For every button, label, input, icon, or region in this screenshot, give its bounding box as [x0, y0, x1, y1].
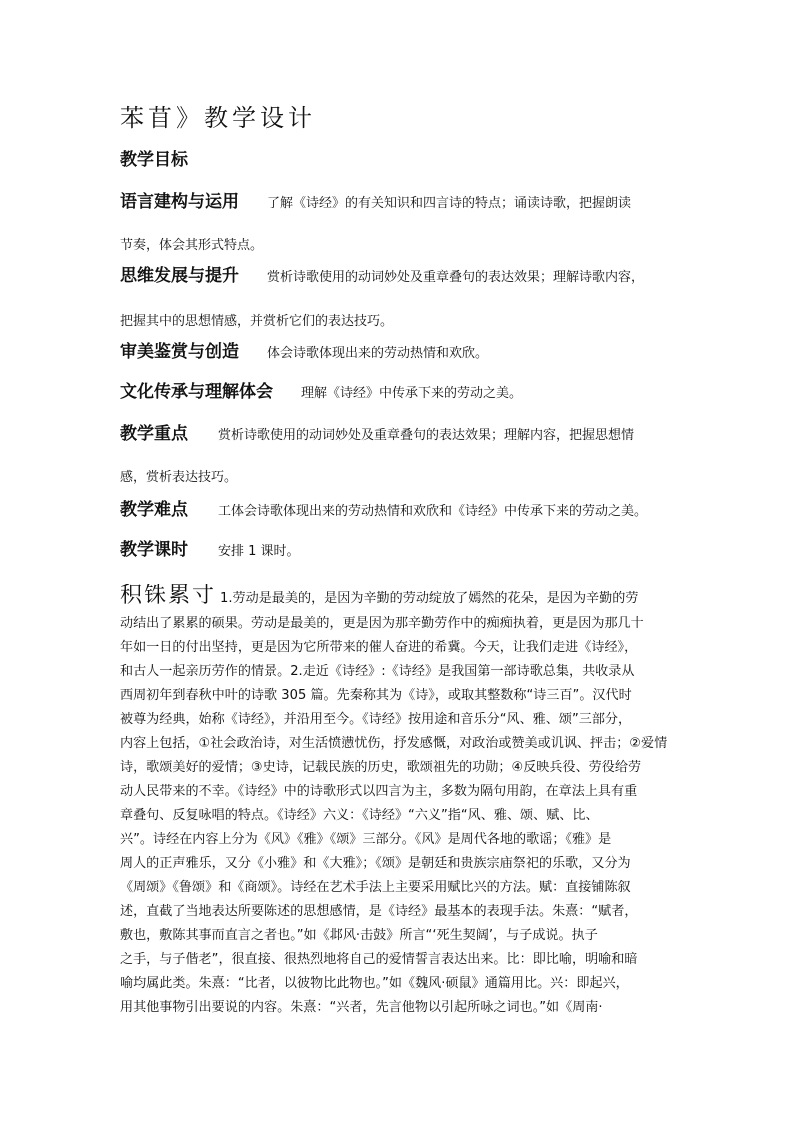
objective-text: 理解《诗经》中传承下来的劳动之美。 — [301, 386, 523, 401]
objective-language — [120, 192, 631, 214]
heading-objectives: 教学目标 — [120, 150, 188, 170]
accumulation-line: 章叠句、反复咏唱的特点。《诗经》六义：《诗经》“六义”指“风、雅、颂、赋、比、 — [120, 808, 599, 823]
accumulation-line: 之手，与子偕老”，很直接、很热烈地将自己的爱情誓言表达出来。比：即比喻，明喻和暗 — [120, 952, 638, 967]
accumulation-line: 内容上包括，①社会政治诗，对生活愤懑忧伤，抒发感慨，对政治或赞美或讥讽、抨击；②爱情 — [120, 736, 668, 751]
key-point-label: 教学重点 — [120, 424, 188, 444]
objective-text: 了解《诗经》的有关知识和四言诗的特点；诵读诗歌，把握朗读 — [267, 196, 632, 211]
accumulation-line: 《周颂》《鲁颂》和《商颂》。诗经在艺术手法上主要采用赋比兴的方法。赋：直接铺陈叙 — [120, 880, 631, 895]
accumulation-line: 动人民带来的不幸。《诗经》中的诗歌形式以四言为主，多数为隔句用韵，在章法上具有重 — [120, 784, 638, 799]
accumulation-line: 兴”。诗经在内容上分为《风》《雅》《颂》三部分。《风》是周代各地的歌谣；《雅》是 — [120, 832, 612, 847]
difficulty-label: 教学难点 — [120, 500, 188, 520]
class-hours — [120, 540, 300, 562]
accumulation-line: 述，直截了当地表达所要陈述的思想感情，是《诗经》最基本的表现手法。朱熹：“赋者， — [120, 904, 638, 919]
accumulation-line: 喻均属此类。朱熹：“比者，以彼物比此物也。”如《魏风·硕鼠》通篇用比。兴：即起兴， — [120, 976, 629, 991]
class-hours-label: 教学课时 — [120, 540, 188, 560]
objective-thinking-cont: 把握其中的思想情感，并赏析它们的表达技巧。 — [120, 314, 394, 329]
key-point-cont: 感，赏析表达技巧。 — [120, 470, 238, 485]
objective-thinking — [120, 266, 644, 288]
objective-language-cont: 节奏，体会其形式特点。 — [120, 238, 264, 253]
difficulty-text: 工体会诗歌体现出来的劳动热情和欢欣和《诗经》中传承下来的劳动之美。 — [218, 504, 648, 519]
page-title: 苯苜》教学设计 — [120, 104, 316, 132]
key-point — [120, 424, 634, 446]
objective-label: 语言建构与运用 — [120, 192, 239, 212]
objective-text: 体会诗歌体现出来的劳动热情和欢欣。 — [267, 346, 489, 361]
class-hours-text: 安排 1 课时。 — [218, 544, 300, 559]
key-point-text: 赏析诗歌使用的动词妙处及重章叠句的表达效果；理解内容，把握思想情 — [218, 428, 635, 443]
difficulty — [120, 500, 647, 522]
accumulation-line: 用其他事物引出要说的内容。朱熹：“兴者，先言他物以引起所咏之词也。”如《周南· — [120, 1000, 603, 1015]
accumulation-line — [120, 584, 676, 611]
accumulation-line: 动结出了累累的硕果。劳动是最美的，更是因为那辛勤劳作中的痴痴执着，更是因为那几十 — [120, 616, 644, 631]
objective-label: 文化传承与理解体会 — [120, 382, 273, 402]
accumulation-line: 年如一日的付出坚持，更是因为它所带来的催人奋进的希冀。今天，让我们走进《诗经》， — [120, 640, 638, 655]
accumulation-line: 周人的正声雅乐，又分《小雅》和《大雅》；《颂》是朝廷和贵族宗庙祭祀的乐歌，又分为 — [120, 856, 631, 871]
objective-aesthetic — [120, 342, 488, 364]
accumulation-line: 和古人一起亲历劳作的情景。2.走近《诗经》:《诗经》是我国第一部诗歌总集，共收录从 — [120, 664, 635, 679]
accumulation-line: 被尊为经典，始称《诗经》，并沿用至今。《诗经》按用途和音乐分“风、雅、颂”三部分， — [120, 712, 632, 727]
objective-label: 思维发展与提升 — [120, 266, 239, 286]
accumulation-line: 诗，歌颂美好的爱情；③史诗，记载民族的历史，歌颂祖先的功勋；④反映兵役、劳役给劳 — [120, 760, 642, 775]
accumulation-text: 1.劳动是最美的，是因为辛勤的劳动绽放了嫣然的花朵，是因为辛勤的劳 — [220, 591, 639, 606]
accumulation-line: 西周初年到春秋中叶的诗歌 305 篇。先秦称其为《诗》，或取其整数称“诗三百”。汉代时 — [120, 688, 632, 703]
objective-text: 赏析诗歌使用的动词妙处及重章叠句的表达效果；理解诗歌内容， — [267, 270, 645, 285]
objective-label: 审美鉴赏与创造 — [120, 342, 239, 362]
accumulation-line: 敷也，敷陈其事而直言之者也。”如《邶风·击鼓》所言“‘死生契阔’，与子成说。执子 — [120, 928, 598, 943]
accumulation-label: 积铢累寸 — [120, 584, 217, 608]
objective-culture — [120, 382, 522, 404]
